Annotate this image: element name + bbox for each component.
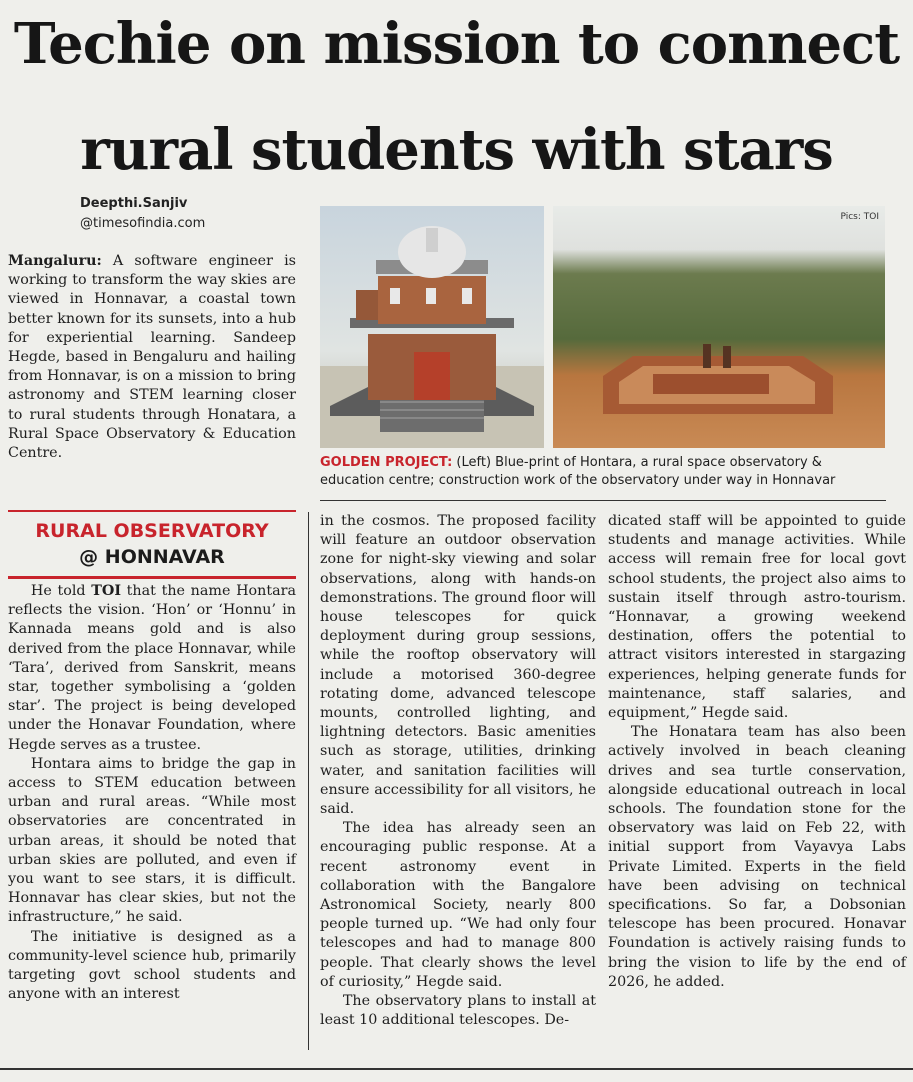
photo-credit: Pics: TOI <box>840 212 879 222</box>
caption-label: GOLDEN PROJECT: <box>320 455 453 470</box>
headline-line-2: rural students with stars <box>80 117 833 183</box>
lead-paragraph <box>8 252 296 463</box>
page-bottom-rule <box>0 1068 913 1070</box>
col2-p1: in the cosmos. The proposed facility will feature an outdoor observation zone for night-sky viewing and solar observations, along with hands-on demonstrations. The ground floor will house telescopes for quick deployment during group sessions, while the rooftop observatory will include a motorised 360-degree rotating dome, advanced telescope mounts, controlled lighting, and lightning detectors. Basic amenities such as storage, utilities, drinking water, and sanitation facilities will ensure accessibility for all visitors, he said. <box>320 513 596 818</box>
lead-text: A software engineer is working to transform the way skies are viewed in Honnavar, a coastal town better known for its sunsets, into a hub for experiential learning. Sandeep Hegde, based in Bengaluru and hailing from Honnavar, is on a mission to bring astronomy and STEM learning closer to rural students through Honatara, a Rural Space Observatory & Education Centre. <box>8 253 296 462</box>
headline-line-1: Techie on mission to connect <box>13 11 900 77</box>
byline-handle: @timesofindia.com <box>80 216 206 231</box>
col1-p3: The initiative is designed as a community-level science hub, primarily targeting govt school students and anyone with an interest <box>8 928 296 1003</box>
byline-author: Deepthi.Sanjiv <box>80 196 188 211</box>
section-title-line-1: RURAL OBSERVATORY <box>35 520 269 542</box>
col3-p1: dicated staff will be appointed to guide students and manage activities. While access will remain free for local govt school students, the project also aims to sustain itself through astro-tourism. “Honnavar, a growing weekend destination, offers the potential to attract visitors interested in stargazing experiences, helping generate funds for maintenance, staff salaries, and equipment,” Hegde said. <box>608 513 906 722</box>
body-column-1 <box>8 582 296 1004</box>
col2-p2: The idea has already seen an encouraging public response. At a recent astronomy event in collaboration with the Bangalore Astronomical Society, nearly 800 people turned up. “We had only four telescopes and had to manage 800 people. That clearly shows the level of curiosity,” Hegde said. <box>320 820 596 990</box>
col1-p2: Hontara aims to bridge the gap in access to STEM education between urban and rural areas. “While most observatories are concentrated in urban areas, it should be noted that urban skies are polluted, and even if you want to see stars, it is difficult. Honnavar has clear skies, but not the infrastructure,” he said. <box>8 755 296 926</box>
body-column-2 <box>320 512 596 1030</box>
observatory-blueprint-image <box>320 206 544 448</box>
col2-p3: The observatory plans to install at least 10 additional telescopes. De- <box>320 993 596 1029</box>
observatory-blueprint-illustration <box>320 206 544 448</box>
col3-p2: The Honatara team has also been actively involved in beach cleaning drives and sea turtle conservation, alongside educational outreach in local schools. The foundation stone for the observatory was laid on Feb 22, with initial support from Vayavya Labs Private Limited. Experts in the field have been advising on technical specifications. So far, a Dobsonian telescope has been procured. Honavar Foundation is actively raising funds to bring the vision to life by the end of 2026, he added. <box>608 724 906 990</box>
construction-site-illustration <box>553 206 885 448</box>
photo-caption <box>320 454 886 490</box>
body-column-3 <box>608 512 906 992</box>
column-divider-1 <box>308 512 309 1050</box>
toi-mention: TOI <box>91 583 122 599</box>
caption-text: (Left) Blue-print of Hontara, a rural space observatory & education centre; construction work of the observatory under way in Honnavar <box>320 455 836 488</box>
dateline: Mangaluru: <box>8 253 102 269</box>
section-title <box>8 510 296 579</box>
section-title-line-2: @ HONNAVAR <box>79 546 225 568</box>
construction-site-image <box>553 206 885 448</box>
col1-p1-text-a: He told <box>30 583 92 599</box>
caption-divider <box>320 500 886 501</box>
col1-p1-text-b: that the name Hontara reflects the vision. ‘Hon’ or ‘Honnu’ in Kannada means gold and is also derived from the place Honnavar, while ‘Tara’, derived from Sanskrit, means star, together symbolising a ‘golden star’. The project is being developed under the Honavar Foundation, where Hegde serves as a trustee. <box>8 583 296 753</box>
